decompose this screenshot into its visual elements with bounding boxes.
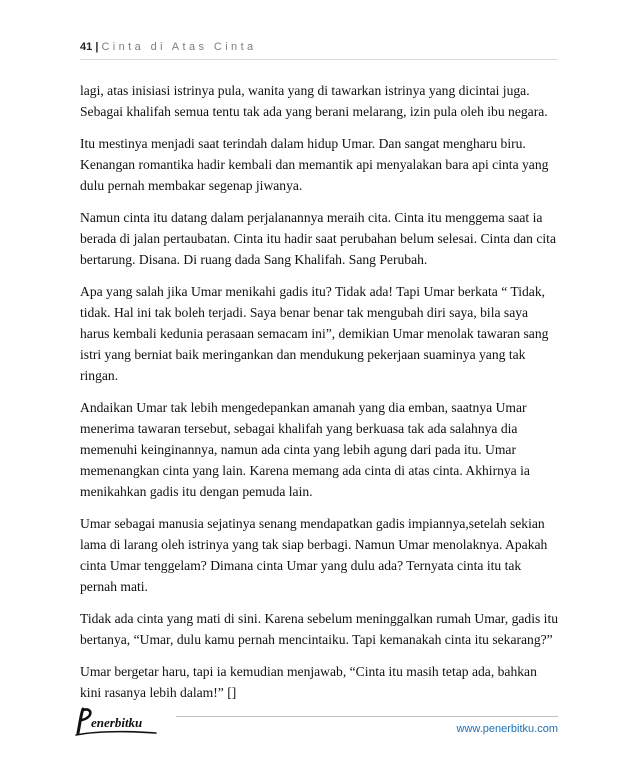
publisher-logo bbox=[72, 706, 160, 738]
paragraph: Apa yang salah jika Umar menikahi gadis itu? Tidak ada! Tapi Umar berkata “ Tidak, tidak. Hal ini tak boleh terjadi. Saya benar benar tak mengubah diri saya, bila saya harus kembali kedunia perasaan semacam ini”, demikian Umar menolak tawaran sang istri yang berniat baik meringankan dan mendukung pekerjaan suaminya yang tak ringan. bbox=[80, 284, 549, 383]
paragraph: Umar sebagai manusia sejatinya senang mendapatkan gadis impiannya,setelah sekian lama di larang oleh istrinya yang tak siap berbagi. Namun Umar menolaknya. Apakah cinta Umar tenggelam? Dimana cinta Umar yang dulu ada? Ternyata cinta itu tak pernah mati. bbox=[80, 516, 548, 594]
paragraph: Andaikan Umar tak lebih mengedepankan amanah yang dia emban, saatnya Umar menerima tawaran tersebut, sebagai khalifah yang berkuasa tak ada salahnya dia memenuhi keinginannya, namun ada cinta yang lebih agung dari pada itu. Umar memenangkan cinta yang lain. Karena memang ada cinta di atas cinta. Akhirnya ia menikahkan gadis itu dengan pemuda lain. bbox=[80, 400, 530, 499]
footer-url[interactable]: www.penerbitku.com bbox=[456, 723, 558, 735]
paragraph: lagi, atas inisiasi istrinya pula, wanita yang di tawarkan istrinya yang dicintai juga. Sebagai khalifah semua tentu tak ada yang berani melarang, izin pula oleh ibu negara. bbox=[80, 83, 548, 119]
header-divider bbox=[80, 59, 558, 60]
page-body bbox=[80, 80, 560, 714]
page-number: 41 bbox=[80, 41, 93, 53]
svg-text:enerbitku: enerbitku bbox=[91, 715, 143, 730]
page-header bbox=[80, 41, 560, 53]
header-separator: | bbox=[95, 41, 99, 53]
paragraph: Itu mestinya menjadi saat terindah dalam hidup Umar. Dan sangat mengharu biru. Kenangan romantika hadir kembali dan memantik api menyalakan bara api cinta yang dulu pernah membakar segenap jiwanya. bbox=[80, 136, 549, 193]
footer-divider bbox=[176, 716, 558, 717]
paragraph: Tidak ada cinta yang mati di sini. Karena sebelum meninggalkan rumah Umar, gadis itu bertanya, “Umar, dulu kamu pernah mencintaiku. Tapi kemanakah cinta itu sekarang?” bbox=[80, 611, 559, 647]
paragraph: Umar bergetar haru, tapi ia kemudian menjawab, “Cinta itu masih tetap ada, bahkan kini rasanya lebih dalam!” [] bbox=[80, 664, 537, 700]
paragraph: Namun cinta itu datang dalam perjalanannya meraih cita. Cinta itu menggema saat ia berada di jalan pertaubatan. Cinta itu hadir saat perubahan belum selesai. Cinta dan cita bertarung. Disana. Di ruang dada Sang Khalifah. Sang Perubah. bbox=[80, 210, 556, 267]
book-title: Cinta di Atas Cinta bbox=[101, 41, 257, 53]
